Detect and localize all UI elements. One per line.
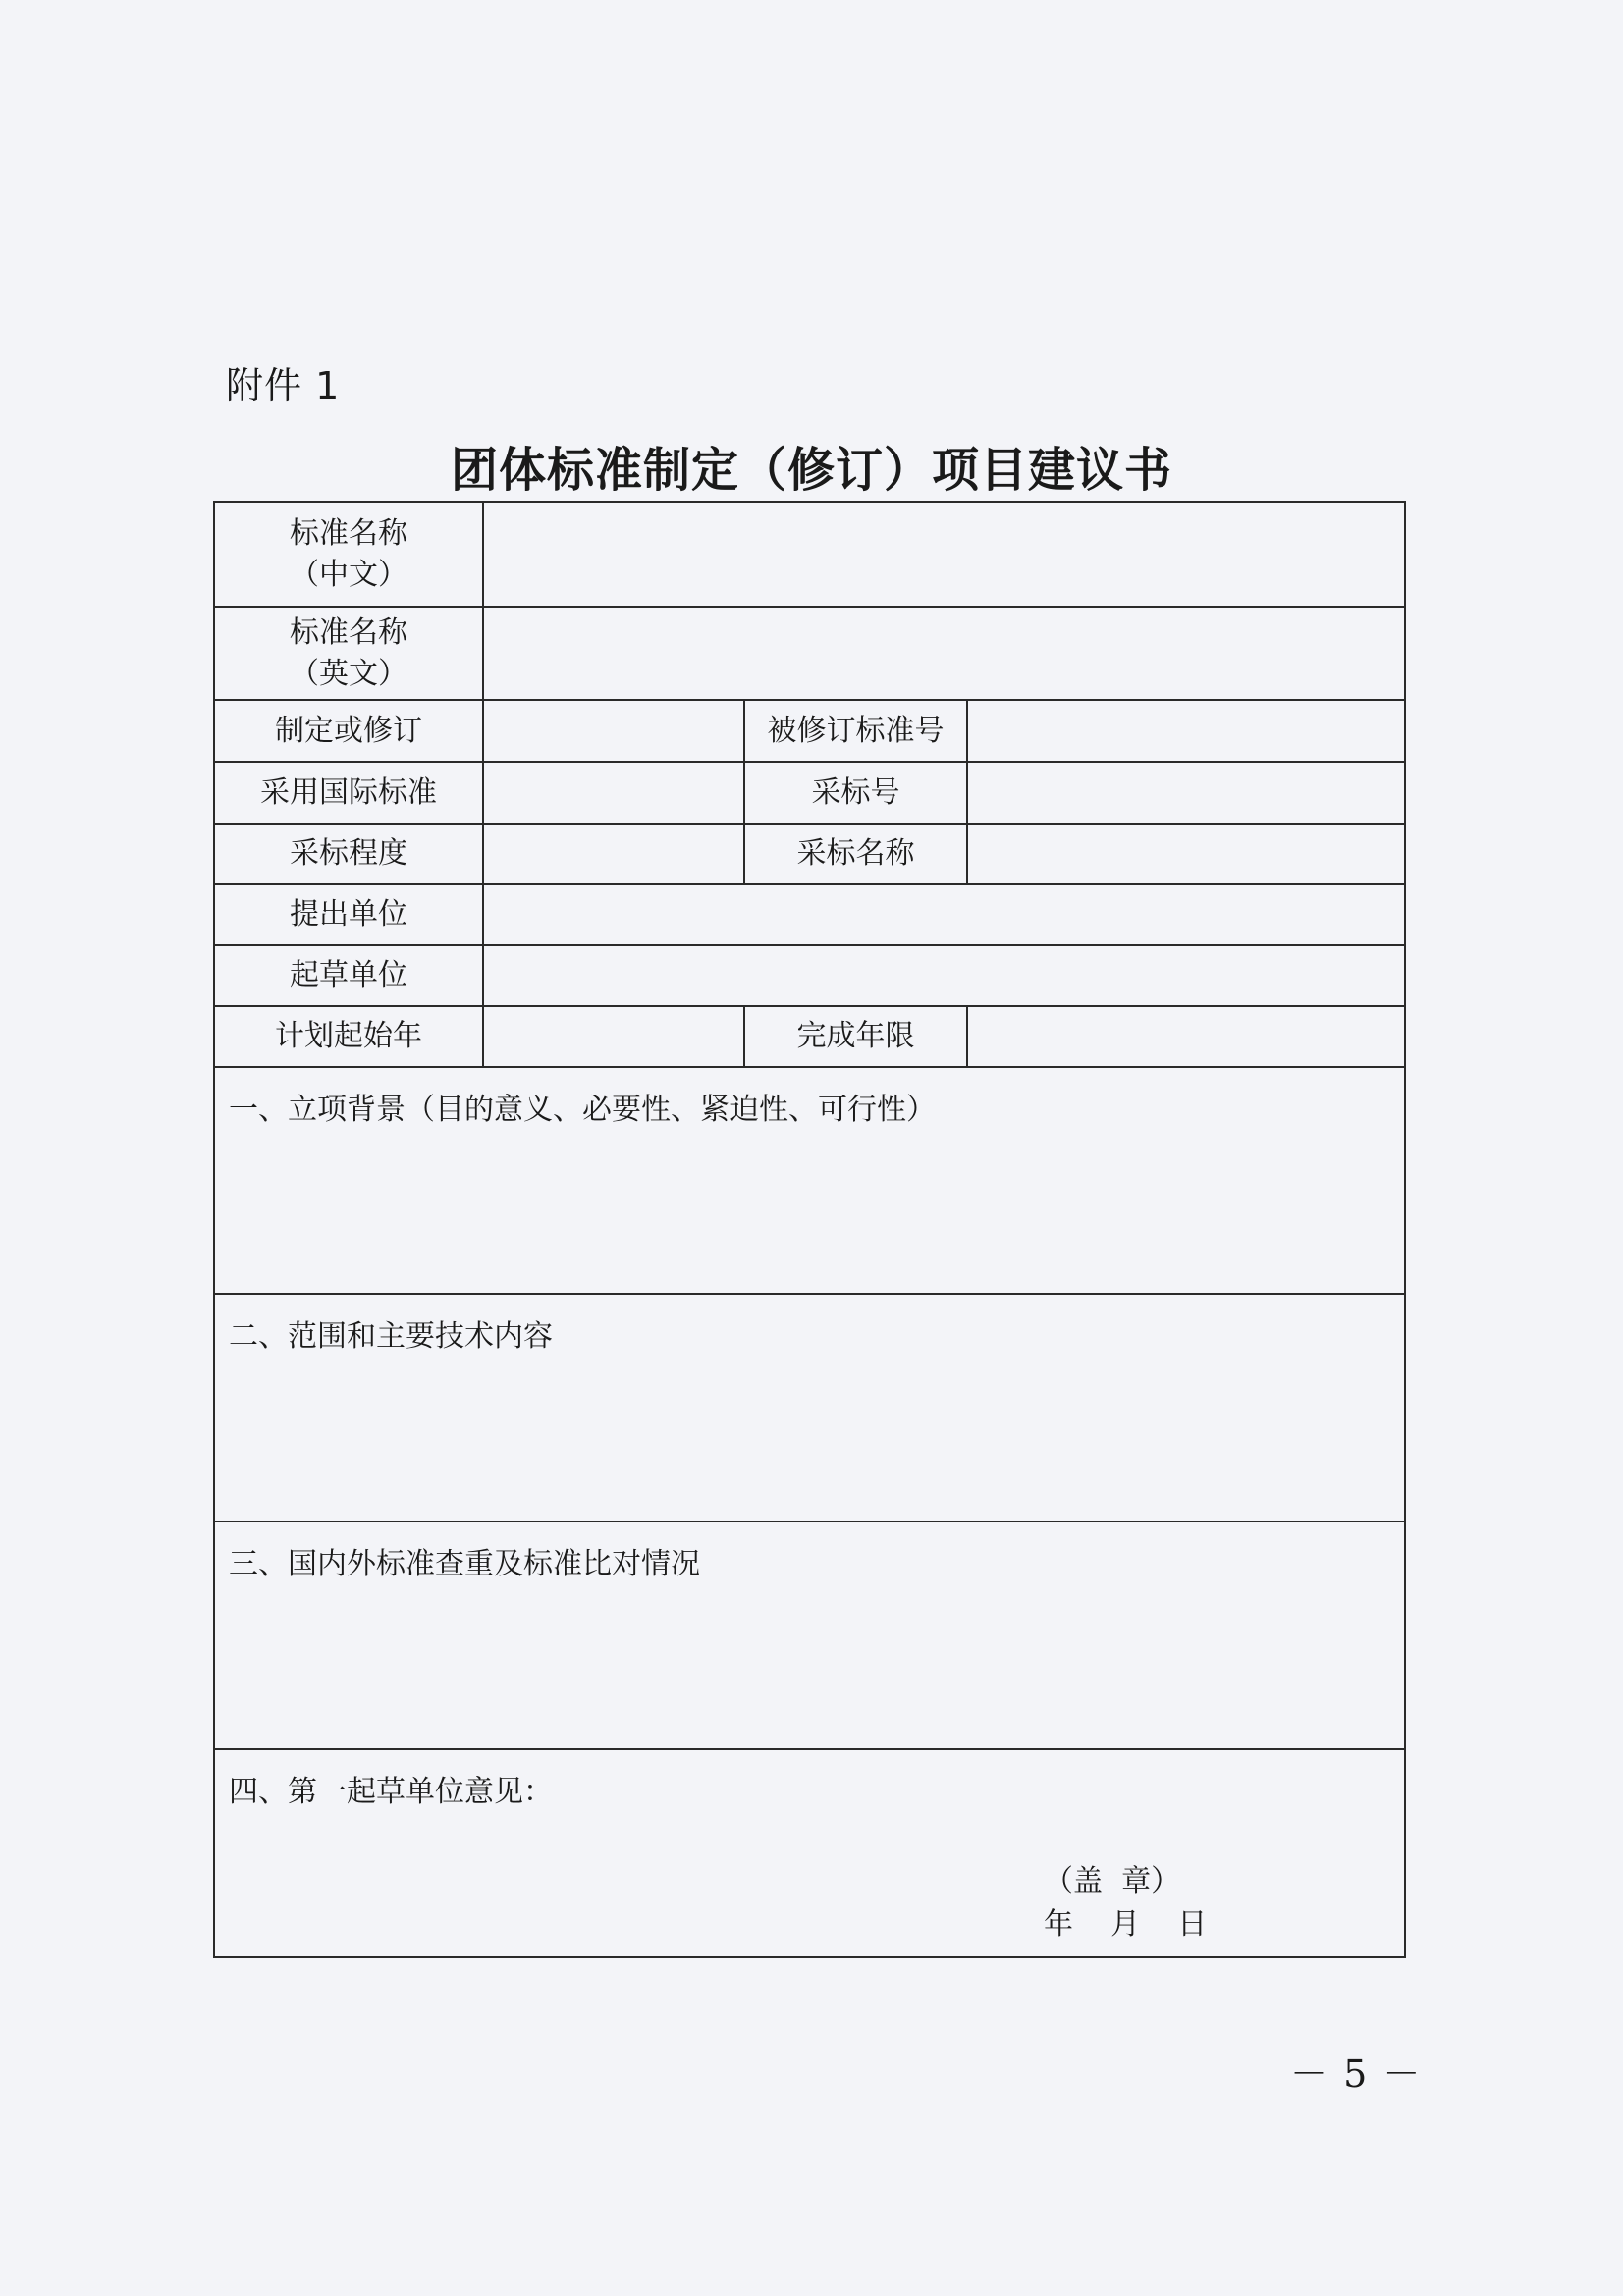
label-planned-start-year: 计划起始年 — [214, 1006, 483, 1067]
field-revised-standard-no[interactable] — [967, 700, 1405, 762]
section-comparison-heading: 三、国内外标准查重及标准比对情况 — [229, 1547, 700, 1581]
row-establish-or-revise — [214, 700, 1405, 762]
section-first-drafter-opinion[interactable] — [214, 1749, 1405, 1957]
attachment-label: 附件 1 — [226, 364, 341, 407]
field-adopted-standard-no[interactable] — [967, 762, 1405, 824]
proposal-form — [213, 501, 1406, 1958]
label-completion-deadline: 完成年限 — [744, 1006, 967, 1067]
row-section-first-drafter — [214, 1749, 1405, 1957]
field-planned-start-year[interactable] — [483, 1006, 744, 1067]
section-scope[interactable] — [214, 1294, 1405, 1522]
label-name-cn: 标准名称 （中文） — [214, 502, 483, 607]
field-adoption-degree[interactable] — [483, 824, 744, 884]
label-adopted-standard-name: 采标名称 — [744, 824, 967, 884]
label-name-en: 标准名称 （英文） — [214, 607, 483, 700]
label-adoption-degree: 采标程度 — [214, 824, 483, 884]
date-label: 年 月 日 — [1044, 1907, 1208, 1942]
row-adoption-degree — [214, 824, 1405, 884]
label-drafting-unit: 起草单位 — [214, 945, 483, 1006]
row-name-en — [214, 607, 1405, 700]
field-adopt-international[interactable] — [483, 762, 744, 824]
section-first-drafter-heading: 四、第一起草单位意见： — [229, 1775, 553, 1809]
row-section-comparison — [214, 1522, 1405, 1749]
field-drafting-unit[interactable] — [483, 945, 1405, 1006]
field-name-cn[interactable] — [483, 502, 1405, 607]
label-adopt-international: 采用国际标准 — [214, 762, 483, 824]
label-revised-standard-no: 被修订标准号 — [744, 700, 967, 762]
section-background-heading: 一、立项背景（目的意义、必要性、紧迫性、可行性） — [229, 1093, 936, 1127]
page-number: － 5 － — [1290, 2053, 1423, 2096]
label-adopted-standard-no: 采标号 — [744, 762, 967, 824]
section-scope-heading: 二、范围和主要技术内容 — [229, 1319, 553, 1354]
row-section-scope — [214, 1294, 1405, 1522]
field-completion-deadline[interactable] — [967, 1006, 1405, 1067]
row-adopt-international — [214, 762, 1405, 824]
section-background[interactable] — [214, 1067, 1405, 1294]
row-planned-start — [214, 1006, 1405, 1067]
signature-block — [1044, 1860, 1207, 1947]
row-section-background — [214, 1067, 1405, 1294]
row-proposing-unit — [214, 884, 1405, 945]
field-proposing-unit[interactable] — [483, 884, 1405, 945]
row-name-cn — [214, 502, 1405, 607]
row-drafting-unit — [214, 945, 1405, 1006]
field-establish-or-revise[interactable] — [483, 700, 744, 762]
field-name-en[interactable] — [483, 607, 1405, 700]
document-title: 团体标准制定（修订）项目建议书 — [450, 443, 1172, 498]
field-adopted-standard-name[interactable] — [967, 824, 1405, 884]
label-establish-or-revise: 制定或修订 — [214, 700, 483, 762]
section-comparison[interactable] — [214, 1522, 1405, 1749]
seal-label: （盖 章） — [1044, 1864, 1181, 1898]
label-proposing-unit: 提出单位 — [214, 884, 483, 945]
